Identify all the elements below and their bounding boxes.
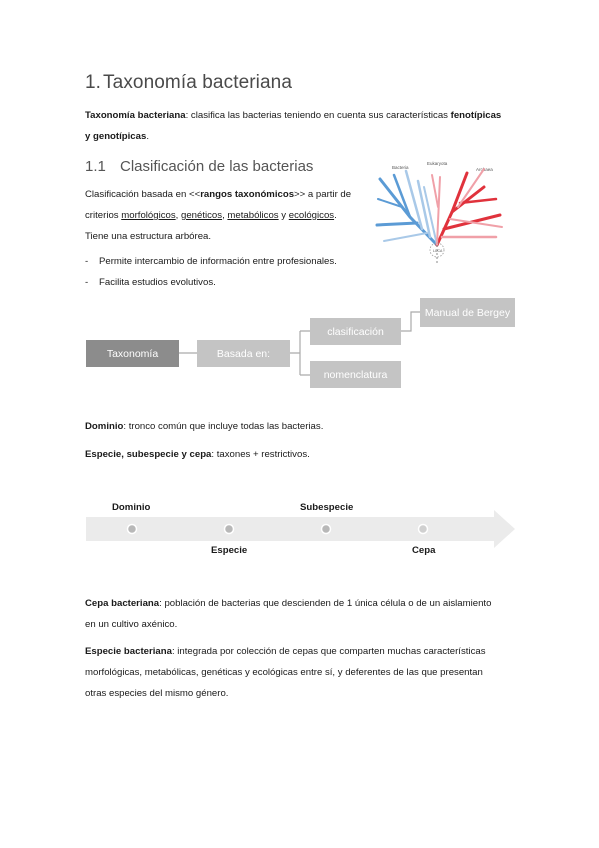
intro-bold-fenotipicas: fenotípicas: [450, 110, 502, 121]
connector-basada-branches: [290, 331, 310, 375]
class-sep-3: y: [278, 210, 289, 221]
class-text-3: criterios: [85, 210, 122, 221]
dominio-definition: [85, 416, 323, 437]
timeline-dot-especie: [225, 525, 234, 534]
class-sep-2: ,: [222, 210, 228, 221]
timeline-dot-subespecie: [322, 525, 331, 534]
bullet-text: Facilita estudios evolutivos.: [99, 277, 216, 288]
dominio-bold: Dominio: [85, 421, 124, 432]
tree-label-archaea: Archaea: [476, 167, 493, 172]
cepa-line-2: en un cultivo axénico.: [85, 619, 178, 630]
timeline-arrow: [86, 510, 516, 548]
class-text-2: >> a partir de: [294, 189, 352, 200]
class-line-3: Tiene una estructura arbórea.: [85, 231, 212, 242]
cepa-definition: [85, 593, 515, 635]
especie-bact-line-3: otras especies del mismo género.: [85, 688, 229, 699]
timeline-arrow-shape: [86, 510, 515, 548]
especie-bacteriana-definition: [85, 641, 515, 704]
especie-bact-line-2: morfológicas, metabólicas, genéticas y ecológicas entre sí, y deferentes de las que presentan: [85, 667, 483, 678]
tree-label-bacteria: Bacteria: [392, 165, 409, 170]
class-sep-1: ,: [175, 210, 181, 221]
cepa-bold: Cepa bacteriana: [85, 598, 160, 609]
bullet-dash: -: [85, 256, 89, 267]
class-text-1: Clasificación basada en <<: [85, 189, 201, 200]
class-geneticos: genéticos: [180, 210, 223, 221]
heading-1-text: Taxonomía bacteriana: [103, 72, 292, 93]
especie-text: : taxones + restrictivos.: [211, 449, 310, 460]
especie-bact-text: : integrada por colección de cepas que comparten muchas características: [171, 646, 486, 657]
box-nomenclatura: nomenclatura: [310, 361, 401, 388]
dominio-text: : tronco común que incluye todas las bacterias.: [123, 421, 324, 432]
cepa-text: : población de bacterias que descienden de 1 única célula o de un aislamiento: [159, 598, 492, 609]
box-clasificacion: clasificación: [310, 318, 401, 345]
intro-period: .: [146, 131, 149, 142]
class-metabolicos: metabólicos: [227, 210, 279, 221]
timeline-label-cepa: Cepa: [412, 545, 436, 556]
connector-clasificacion-bergey: [401, 312, 420, 331]
bullet-text: Permite intercambio de información entre profesionales.: [99, 256, 337, 267]
intro-bold-genotipicas: y genotípicas: [85, 131, 147, 142]
timeline-dot-dominio: [128, 525, 137, 534]
heading-2-number: 1.1: [85, 158, 106, 175]
timeline-label-especie: Especie: [211, 545, 248, 556]
tree-label-luca: LUCA: [433, 249, 443, 253]
timeline-label-subespecie: Subespecie: [300, 502, 354, 513]
box-taxonomia: Taxonomía: [86, 340, 179, 367]
bullet-dash: -: [85, 277, 89, 288]
intro-bold-term: Taxonomía bacteriana: [85, 110, 186, 121]
timeline-dot-cepa: [419, 525, 428, 534]
especie-bold: Especie, subespecie y cepa: [85, 449, 212, 460]
heading-2-text: Clasificación de las bacterias: [120, 158, 314, 175]
class-ecologicos: ecológicos: [288, 210, 335, 221]
class-bold-rangos: rangos taxonómicos: [200, 189, 295, 200]
heading-1-number: 1.: [85, 72, 102, 93]
tree-label-eukaryota: Eukaryota: [427, 161, 448, 166]
class-sep-4: .: [334, 210, 337, 221]
intro-text: : clasifica las bacterias teniendo en cuenta sus características: [185, 110, 451, 121]
especie-bact-line-1: [85, 641, 515, 662]
especie-definition: [85, 444, 310, 465]
box-basada-en: Basada en:: [197, 340, 290, 367]
box-manual-bergey: Manual de Bergey: [420, 298, 515, 327]
timeline-label-dominio: Dominio: [112, 502, 151, 513]
especie-bact-bold: Especie bacteriana: [85, 646, 172, 657]
class-morfologicos: morfológicos: [121, 210, 176, 221]
cepa-line-1: [85, 593, 515, 614]
